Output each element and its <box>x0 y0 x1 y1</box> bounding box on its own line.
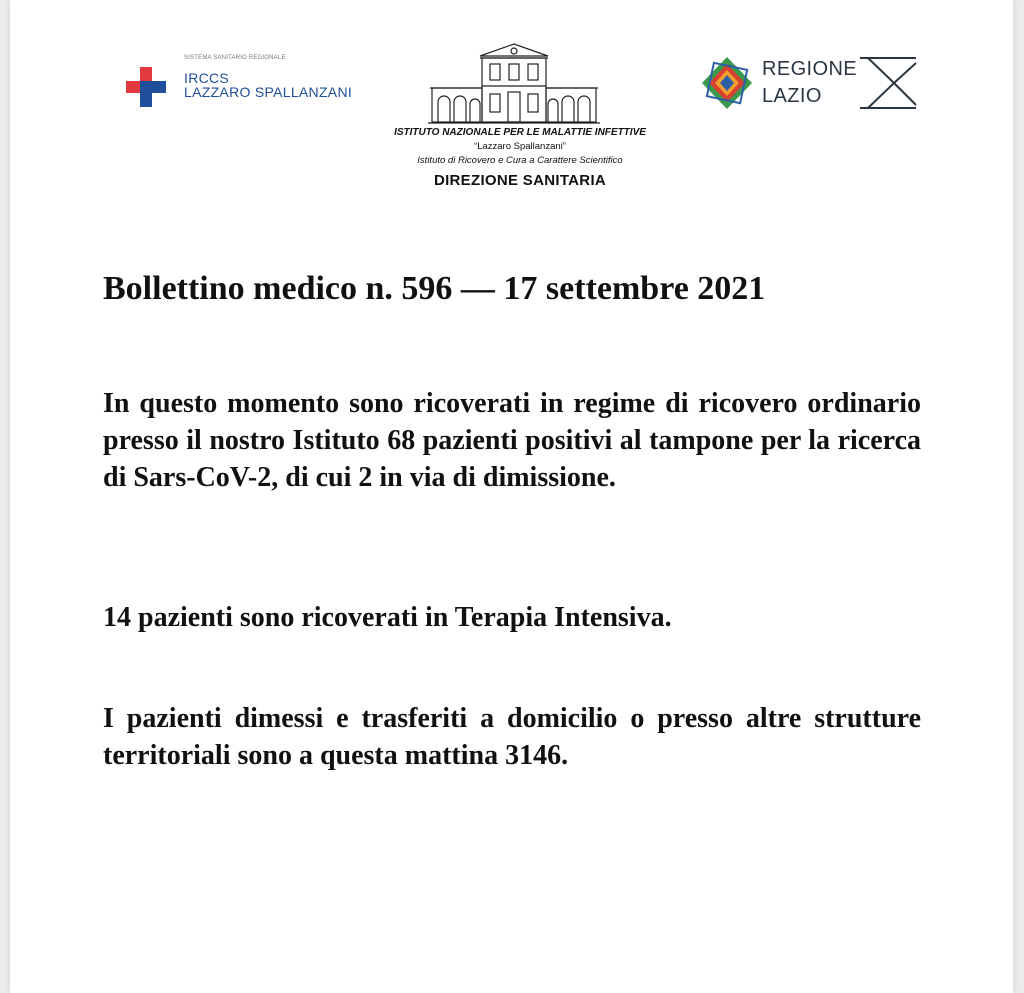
irccs-spallanzani-logo <box>126 55 376 115</box>
institute-heading <box>310 125 730 189</box>
logo-lazio-text: LAZIO <box>762 85 822 107</box>
regione-lazio-logo <box>700 52 930 114</box>
paragraph-admitted-patients: In questo momento sono ricoverati in regime di ricovero ordinario presso il nostro Istituto 68 pazienti positivi al tampone per la ricerca di Sars-CoV-2, di cui 2 in via di dimissione. <box>103 388 921 493</box>
regione-lazio-emblem-icon <box>700 55 754 111</box>
bulletin-title: Bollettino medico n. 596 — 17 settembre 2021 <box>103 270 766 307</box>
department-name: DIREZIONE SANITARIA <box>433 172 607 189</box>
institute-title: ISTITUTO NAZIONALE PER LE MALATTIE INFETTIVE <box>394 127 646 138</box>
medical-cross-icon <box>126 67 166 107</box>
logo-x-mark-icon <box>860 55 922 111</box>
institute-name: “Lazzaro Spallanzani” <box>474 141 566 152</box>
paragraph-intensive-care: 14 pazienti sono ricoverati in Terapia Intensiva. <box>103 602 672 633</box>
paragraph-discharged-patients: I pazienti dimessi e trasferiti a domicilio o presso altre strutture territoriali sono a questa mattina 3146. <box>103 703 921 771</box>
document-page <box>10 0 1013 993</box>
logo-spallanzani-text: LAZZARO SPALLANZANI <box>184 84 353 100</box>
institute-subtitle: Istituto di Ricovero e Cura a Carattere Scientifico <box>417 155 623 166</box>
logo-system-text: SISTEMA SANITARIO REGIONALE <box>184 55 286 61</box>
institute-building-icon <box>428 40 600 124</box>
logo-regione-text: REGIONE <box>762 58 858 80</box>
logo-irccs-text: IRCCS <box>184 70 230 86</box>
